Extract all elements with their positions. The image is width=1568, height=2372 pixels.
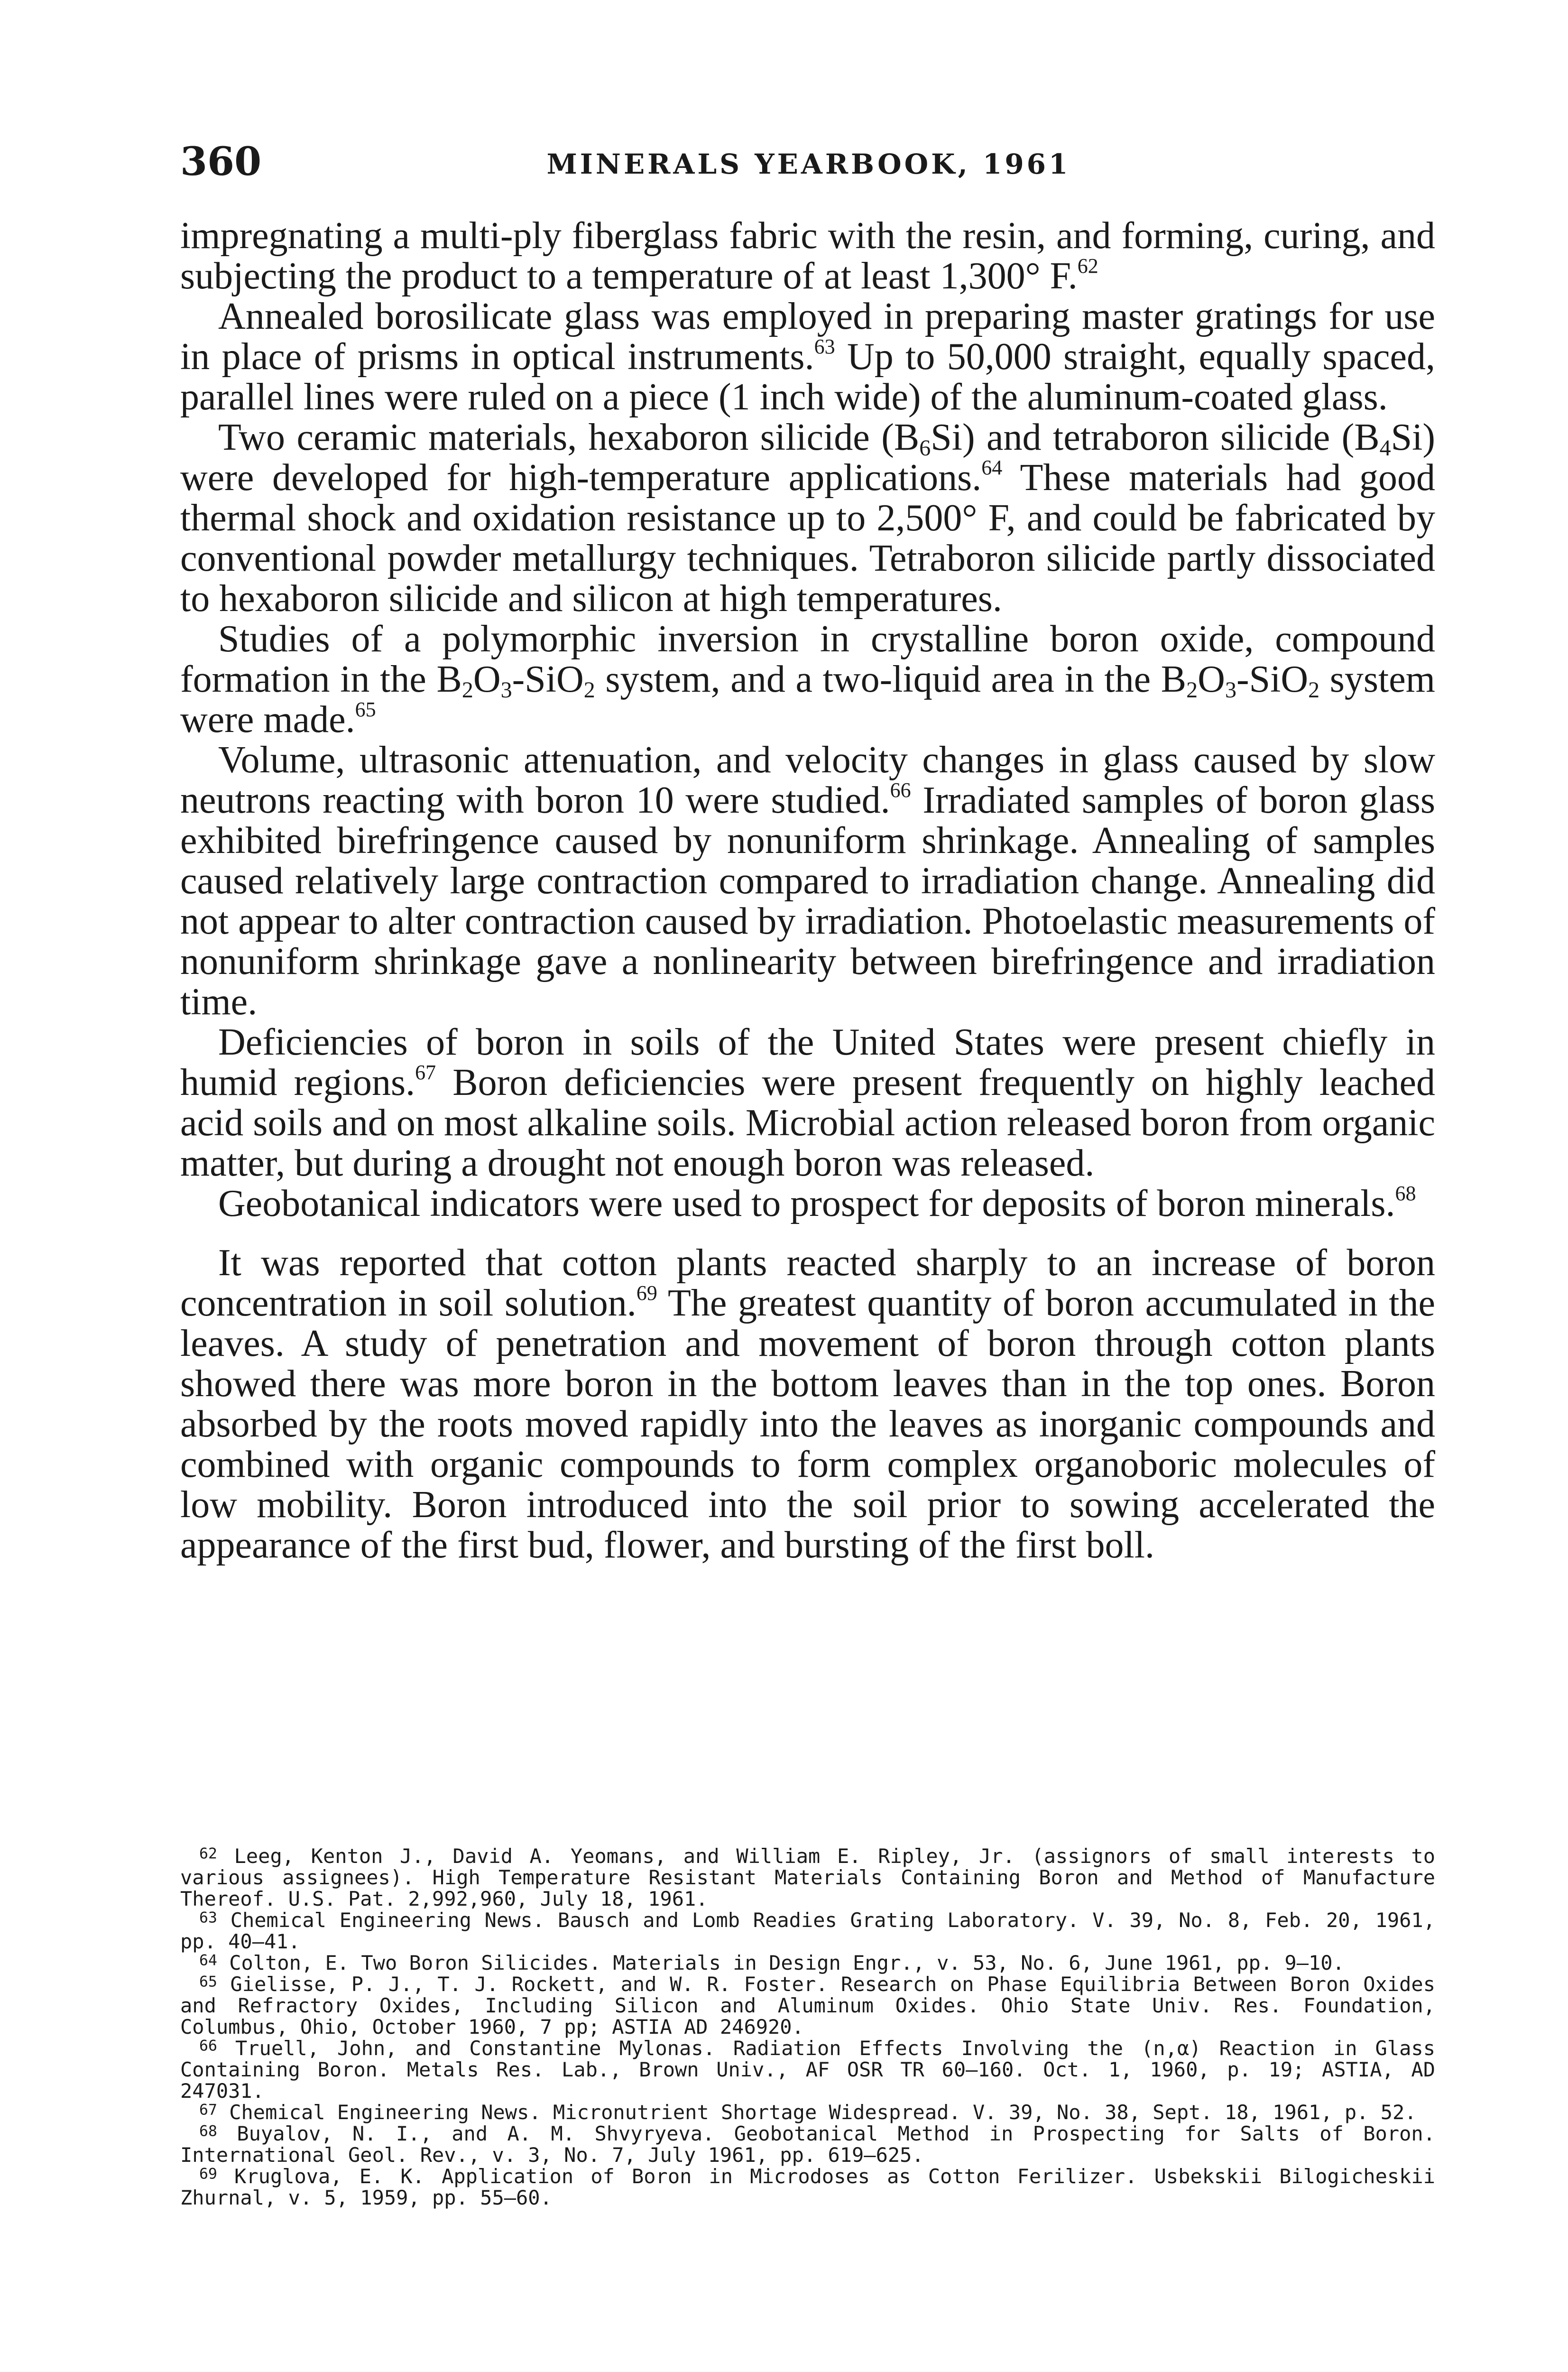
footnote-ref: 67	[415, 1061, 436, 1084]
body-text	[180, 216, 1435, 1566]
paragraph-8: It was reported that cotton plants reacted sharply to an increase of boron concentration in soil solution.$^{69}$ The greatest quantity of boron accumulated in the leaves. A study of penetration and movement of boron through cotton plants showed there was more boron in the bottom leaves than in the top ones. Boron absorbed by the roots moved rapidly into the leaves as inorganic compounds and combined with organic compounds to form complex organoboric molecules of low mobility. Boron introduced into the soil prior to sowing accelerated the appearance of the first bud, flower, and bursting of the first boll.	[180, 1242, 1436, 1566]
paragraph-6: Deficiencies of boron in soils of the United States were present chiefly in humid regions.$^{67}$ Boron deficiencies were present frequently on highly leached acid soils and on most alkaline soils. Microbial action released boron from organic matter, but during a drought not enough boron was released.	[180, 1021, 1435, 1184]
footnote-ref: 62	[1077, 254, 1098, 278]
paragraph-4: Studies of a polymorphic inversion in crystalline boron oxide, compound formation in the $B_2O_3-SiO_2$ system, and a two-liquid area in the $B_2O_3-SiO_2$ system were made.$^{65}$	[180, 618, 1435, 741]
footnote-ref: 64	[981, 456, 1003, 479]
footnote-67: $^{67}$ Chemical Engineering News. Micronutrient Shortage Widespread. V. 39, No. 38, Sept. 18, 1961, p. 52.	[199, 2101, 1417, 2124]
paragraph-1: impregnating a multi-ply fiberglass fabric with the resin, and forming, curing, and subjecting the product to a temperature of at least 1,300° F.$^{62}$	[180, 215, 1435, 297]
footnote-ref: 65	[355, 698, 376, 721]
footnote-ref: 68	[1395, 1182, 1416, 1205]
paragraph-2: Annealed borosilicate glass was employed in preparing master gratings for use in place of prisms in optical instruments.$^{63}$ Up to 50,000 straight, equally spaced, parallel lines were ruled on a piece (1 inch wide) of the aluminum-coated glass.	[180, 296, 1435, 418]
footnote-65: $^{65}$ Gielisse, P. J., T. J. Rockett, and W. R. Foster. Research on Phase Equilibria Between Boron Oxides and Refractory Oxides, Including Silicon and Aluminum Oxides. Ohio State Univ. Res. Foundation, Columbus, Ohio, October 1960, 7 pp; ASTIA AD 246920.	[180, 1973, 1435, 2038]
footnote-64: $^{64}$ Colton, E. Two Boron Silicides. Materials in Design Engr., v. 53, No. 6, June 1961, pp. 9–10.	[199, 1951, 1345, 1974]
footnote-63: $^{63}$ Chemical Engineering News. Bausch and Lomb Readies Grating Laboratory. V. 39, No. 8, Feb. 20, 1961, pp. 40–41.	[180, 1909, 1436, 1953]
paragraph-7: Geobotanical indicators were used to prospect for deposits of boron minerals.$^{68}$	[218, 1182, 1416, 1224]
footnote-68: $^{68}$ Buyalov, N. I., and A. M. Shvyryeva. Geobotanical Method in Prospecting for Salts of Boron. International Geol. Rev., v. 3, No. 7, July 1961, pp. 619–625.	[180, 2122, 1435, 2167]
paragraph-3: Two ceramic materials, hexaboron silicide $(B_6Si)$ and tetraboron silicide $(B_4Si)$ were developed for high-temperature applications.$^{64}$ These materials had good thermal shock and oxidation resistance up to 2,500° F, and could be fabricated by conventional powder metallurgy techniques. Tetraboron silicide partly dissociated to hexaboron silicide and silicon at high temperatures.	[180, 417, 1436, 620]
running-title: MINERALS YEARBOOK, 1961	[546, 148, 1071, 180]
paragraph-5: Volume, ultrasonic attenuation, and velocity changes in glass caused by slow neutrons reacting with boron 10 were studied.$^{66}$ Irradiated samples of boron glass exhibited birefringence caused by nonuniform shrinkage. Annealing of samples caused relatively large contraction compared to irradiation change. Annealing did not appear to alter contraction caused by irradiation. Photoelastic measurements of nonuniform shrinkage gave a nonlinearity between birefringence and irradiation time.	[180, 739, 1435, 1023]
footnote-ref: 66	[890, 778, 911, 802]
footnote-69: $^{69}$ Kruglova, E. K. Application of Boron in Microdoses as Cotton Ferilizer. Usbekskii Bilogicheskii Zhurnal, v. 5, 1959, pp. 55–60.	[180, 2165, 1435, 2209]
running-head	[180, 136, 1435, 188]
footnote-ref: 69	[636, 1281, 657, 1305]
page-number: 360	[180, 139, 262, 185]
footnote-66: $^{66}$ Truell, John, and Constantine Mylonas. Radiation Effects Involving the (n,α) Reaction in Glass Containing Boron. Metals Res. Lab., Brown Univ., AF OSR TR 60–160. Oct. 1, 1960, p. 19; ASTIA, AD 247031.	[180, 2037, 1435, 2103]
footnote-62: $^{62}$ Leeg, Kenton J., David A. Yeomans, and William E. Ripley, Jr. (assignors of small interests to various assignees). High Temperature Resistant Materials Containing Boron and Method of Manufacture Thereof. U.S. Pat. 2,992,960, July 18, 1961.	[180, 1844, 1435, 1910]
footnote-ref: 63	[814, 335, 835, 358]
footnotes	[180, 1845, 1435, 2208]
